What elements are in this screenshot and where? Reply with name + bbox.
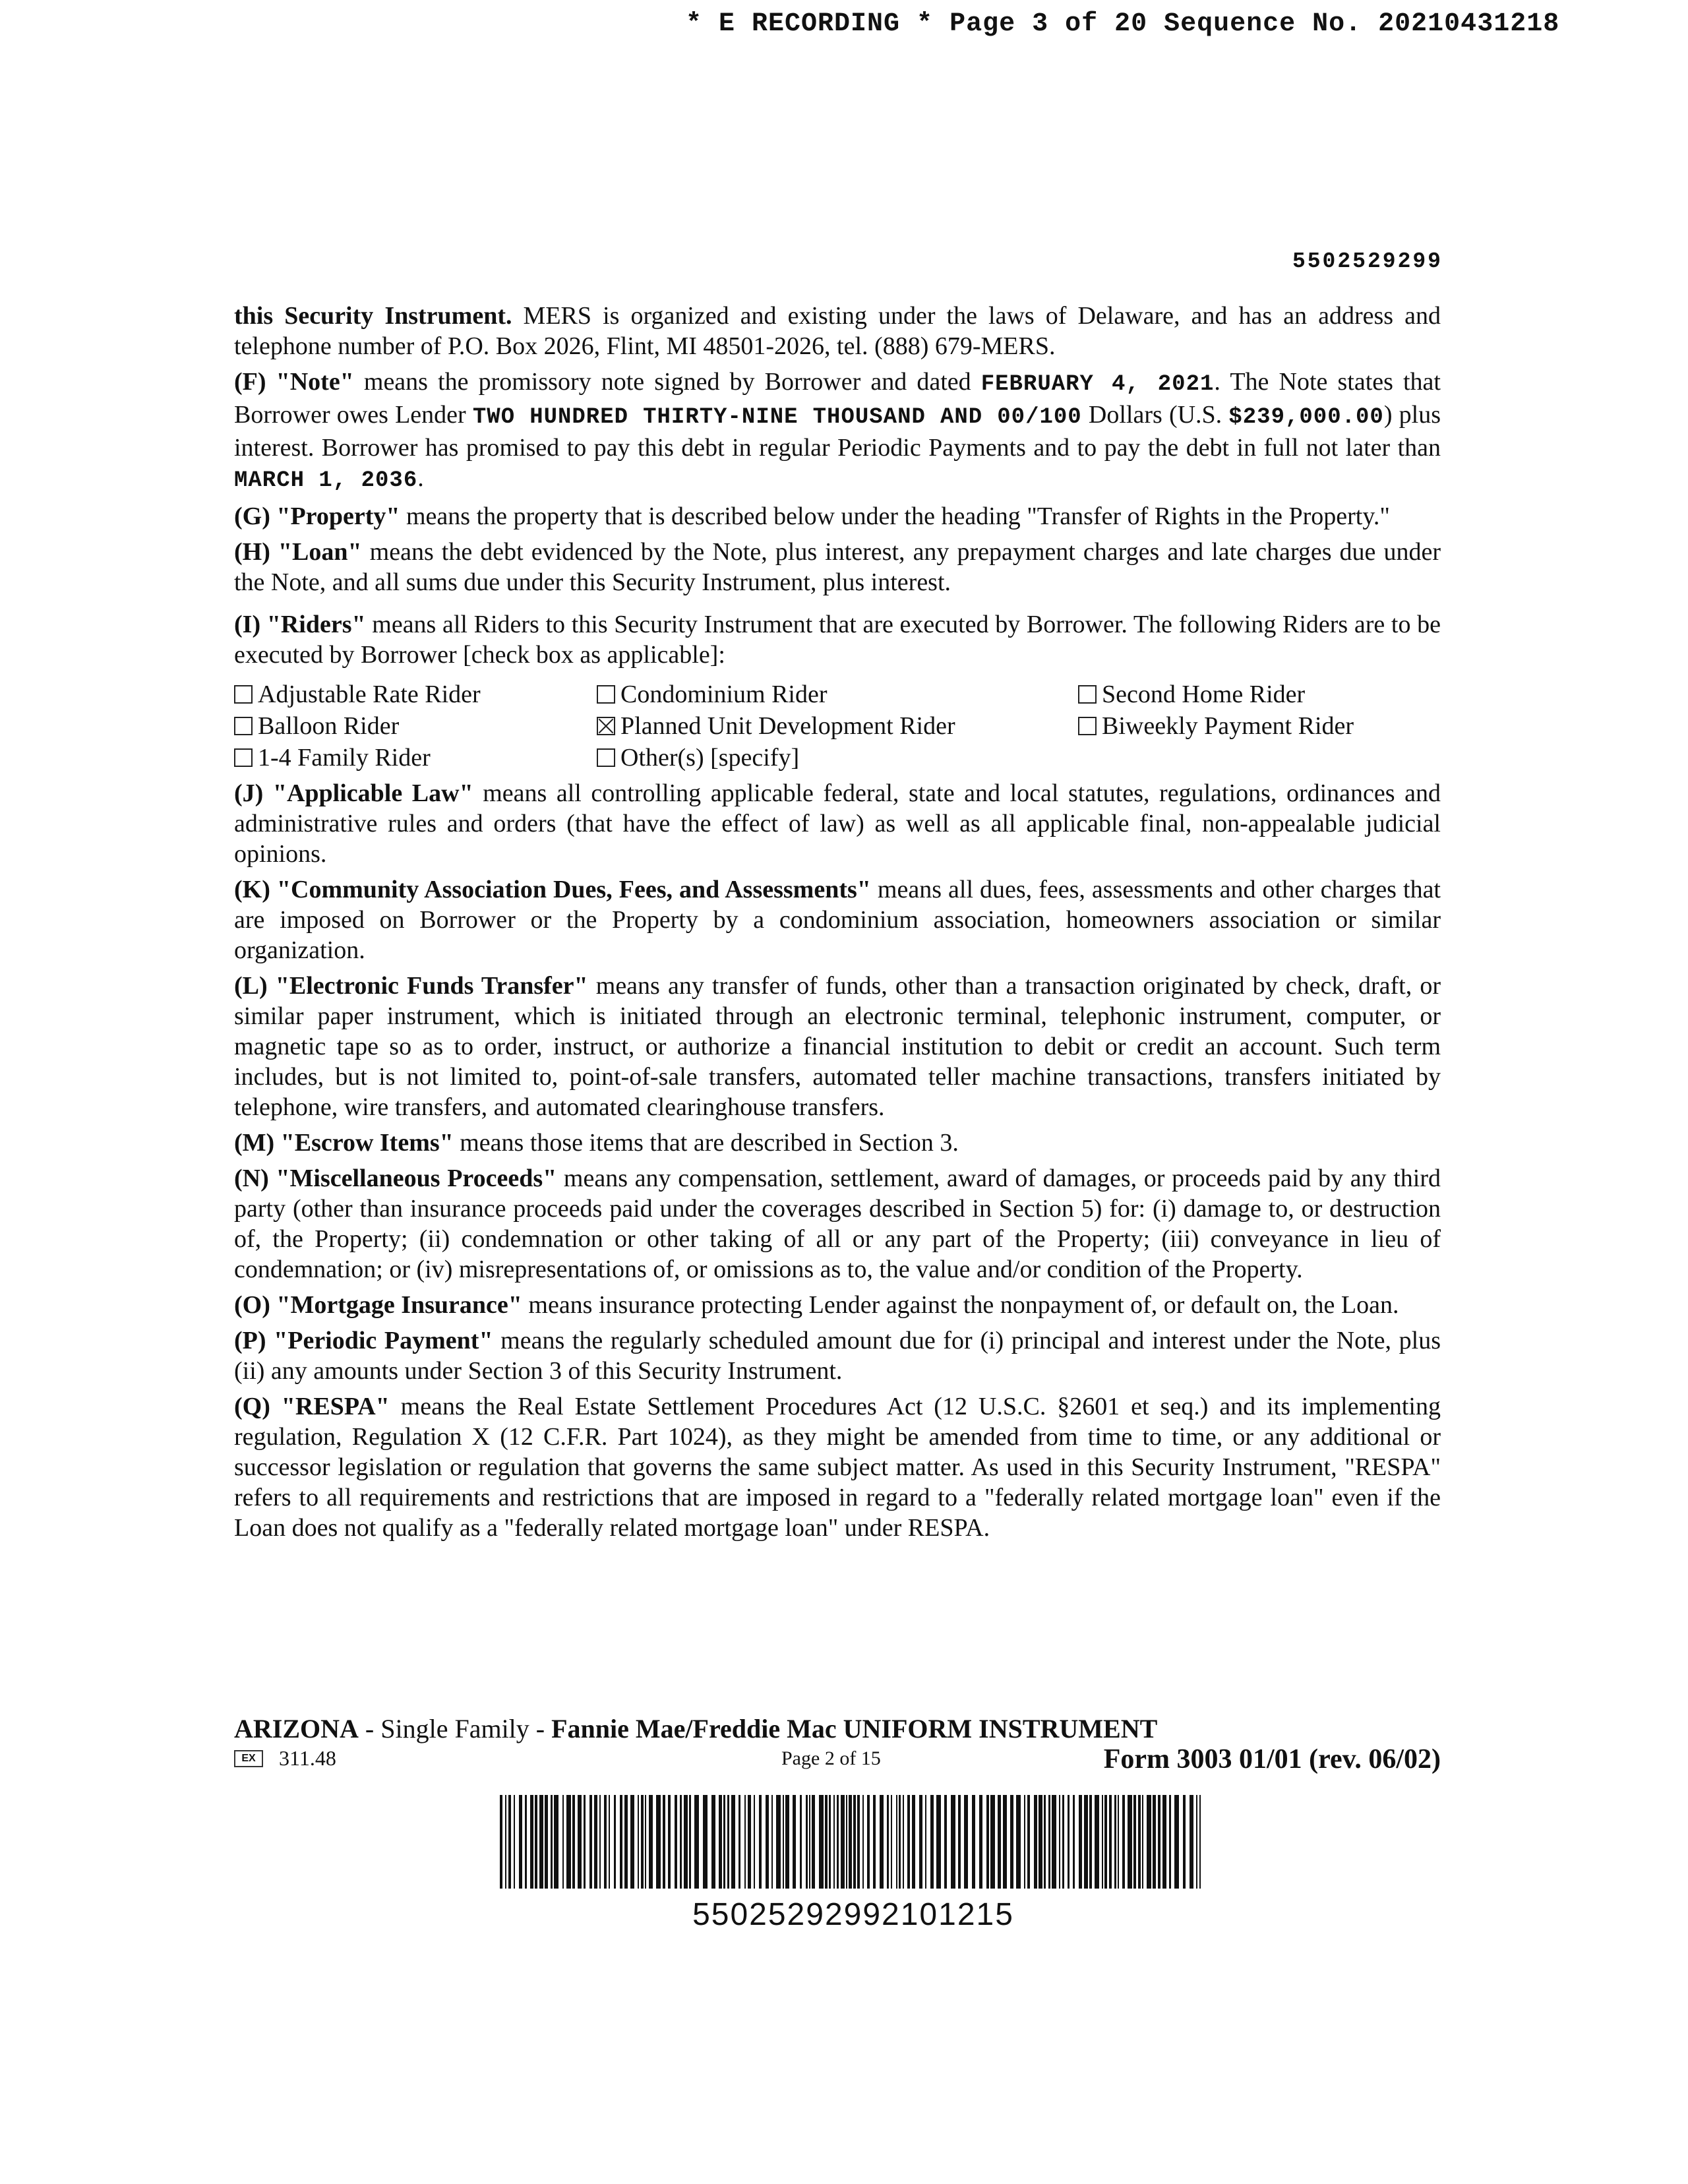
definition-label: (J) "Applicable Law" <box>234 779 473 807</box>
paragraph-p-periodic-payment <box>234 1325 1441 1386</box>
paragraph-g-property <box>234 501 1441 531</box>
definition-label: (Q) "RESPA" <box>234 1393 390 1420</box>
rider-label: Condominium Rider <box>620 681 828 708</box>
paragraph-intro <box>234 301 1441 361</box>
definition-text: means those items that are described in Section 3. <box>453 1129 959 1157</box>
paragraph-m-escrow-items <box>234 1128 1441 1158</box>
definition-text: means any compensation, settlement, award of damages, or proceeds paid by any third party (other than insurance proceeds paid under the coverages described in Section 5) for: (i) damage to, or destruction of, the Property; (ii) condemnation or other taking of all or any part of the Property; (iii) conveyance in lieu of condemnation; or (iv) misrepresentations of, or omissions as to, the value and/or condition of the Property. <box>234 1165 1441 1283</box>
rider-planned-unit-development <box>597 711 1078 741</box>
definition-label: (P) "Periodic Payment" <box>234 1327 493 1354</box>
intro-text: MERS is organized and existing under the laws of Delaware, and has an address and telephone number of P.O. Box 2026, Flint, MI 48501-2026, tel. (888) 679-MERS. <box>234 302 1441 360</box>
checkbox-icon[interactable] <box>597 748 615 767</box>
checkbox-icon[interactable] <box>597 685 615 704</box>
checkbox-icon[interactable] <box>1078 717 1097 735</box>
recording-header: * E RECORDING * Page 3 of 20 Sequence No. 20210431218 <box>686 9 1560 39</box>
document-body <box>234 301 1441 1548</box>
checked-checkbox-icon[interactable] <box>597 717 615 735</box>
definition-text: means all dues, fees, assessments and other charges that are imposed on Borrower or the Property by a condominium association, homeowners association or similar organization. <box>234 876 1441 964</box>
definition-label: (I) "Riders" <box>234 611 366 638</box>
definition-label: (M) "Escrow Items" <box>234 1129 454 1157</box>
definition-text: means the regularly scheduled amount due for (i) principal and interest under the Note, plus (ii) any amounts under Section 3 of this Security Instrument. <box>234 1327 1441 1385</box>
checkbox-icon[interactable] <box>1078 685 1097 704</box>
definition-text: means the promissory note signed by Borrower and dated <box>353 368 981 396</box>
paragraph-n-misc-proceeds <box>234 1163 1441 1285</box>
rider-label: 1-4 Family Rider <box>258 744 431 772</box>
definition-label: (O) "Mortgage Insurance" <box>234 1291 522 1319</box>
definition-text: means any transfer of funds, other than a transaction originated by check, draft, or similar paper instrument, which is initiated through an electronic terminal, telephonic instrument, computer, or magnetic tape so as to order, instruct, or authorize a financial institution to debit or credit an account. Such term includes, but is not limited to, point-of-sale transfers, automated teller machine transactions, transfers initiated by telephone, wire transfers, and automated clearinghouse transfers. <box>234 972 1441 1121</box>
loan-amount: $239,000.00 <box>1228 405 1384 430</box>
definition-label: (N) "Miscellaneous Proceeds" <box>234 1165 557 1192</box>
definition-label: (K) "Community Association Dues, Fees, and Assessments" <box>234 876 871 903</box>
note-date: FEBRUARY 4, 2021 <box>980 372 1215 397</box>
paragraph-i-riders <box>234 609 1441 670</box>
definition-text: means all Riders to this Security Instrument that are executed by Borrower. The following Riders are to be executed by Borrower [check box as applicable]: <box>234 611 1441 669</box>
rider-label: Second Home Rider <box>1102 681 1306 708</box>
rider-label: Biweekly Payment Rider <box>1102 712 1354 740</box>
definition-text: . The Note states that Borrower owes Lender <box>234 368 1441 429</box>
footer-instrument: Fannie Mae/Freddie Mac UNIFORM INSTRUMENT <box>551 1714 1158 1744</box>
form-number: Form 3003 01/01 (rev. 06/02) <box>1103 1744 1441 1774</box>
rider-other <box>597 743 1078 773</box>
definition-label: (G) "Property" <box>234 502 400 530</box>
riders-checklist <box>234 679 1441 773</box>
rider-label: Planned Unit Development Rider <box>620 712 955 740</box>
paragraph-f-note <box>234 367 1441 496</box>
definition-text: ) plus interest. Borrower has promised to pay this debt in regular Periodic Payments and to pay the debt in full not later than <box>234 401 1441 462</box>
footer-state: ARIZONA <box>234 1714 359 1744</box>
rider-balloon <box>234 711 597 741</box>
definition-text: means all controlling applicable federal, state and local statutes, regulations, ordinances and administrative rules and orders (that have the effect of law) as well as all applicable final, non-appealable judicial opinions. <box>234 779 1441 868</box>
rider-second-home <box>1078 679 1441 710</box>
checkbox-icon[interactable] <box>234 717 253 735</box>
rider-label: Other(s) [specify] <box>620 744 800 772</box>
loan-number: 5502529299 <box>1292 249 1443 274</box>
barcode-image <box>500 1795 1207 1889</box>
definition-text: means the debt evidenced by the Note, plus interest, any prepayment charges and late charges due under the Note, and all sums due under this Security Instrument, plus interest. <box>234 538 1441 596</box>
paragraph-q-respa <box>234 1391 1441 1543</box>
ex-logo-icon: EX <box>234 1750 263 1767</box>
paragraph-h-loan <box>234 537 1441 597</box>
footer-separator: - Single Family - <box>358 1714 552 1744</box>
definition-label: (F) "Note" <box>234 368 354 396</box>
definition-label: (L) "Electronic Funds Transfer" <box>234 972 588 1000</box>
rider-adjustable-rate <box>234 679 597 710</box>
paragraph-o-mortgage-insurance <box>234 1290 1441 1320</box>
page-number: Page 2 of 15 <box>781 1747 881 1769</box>
paragraph-l-electronic-funds <box>234 971 1441 1122</box>
amount-words: TWO HUNDRED THIRTY-NINE THOUSAND AND 00/100 <box>472 405 1082 430</box>
definition-text: Dollars (U.S. <box>1081 401 1229 429</box>
footer-line <box>234 1746 1441 1779</box>
definition-text: . <box>417 464 424 492</box>
barcode-number: 55025292992101215 <box>692 1897 1014 1932</box>
maturity-date: MARCH 1, 2036 <box>234 468 418 493</box>
rider-condominium <box>597 679 1078 710</box>
rider-biweekly-payment <box>1078 711 1441 741</box>
rider-label: Balloon Rider <box>258 712 400 740</box>
checkbox-icon[interactable] <box>234 685 253 704</box>
footer-code: 311.48 <box>279 1746 336 1770</box>
rider-1-4-family <box>234 743 597 773</box>
definition-text: means the Real Estate Settlement Procedures Act (12 U.S.C. §2601 et seq.) and its implementing regulation, Regulation X (12 C.F.R. Part 1024), as they might be amended from time to time, or any additional or successor legislation or regulation that governs the same subject matter. As used in this Security Instrument, "RESPA" refers to all requirements and restrictions that are imposed in regard to a "federally related mortgage loan" even if the Loan does not qualify as a "federally related mortgage loan" under RESPA. <box>234 1393 1441 1542</box>
definition-text: means the property that is described below under the heading "Transfer of Rights in the Property." <box>400 502 1390 530</box>
intro-lead: this Security Instrument. <box>234 302 512 330</box>
paragraph-k-community-association <box>234 874 1441 965</box>
rider-label: Adjustable Rate Rider <box>258 681 481 708</box>
definition-text: means insurance protecting Lender against the nonpayment of, or default on, the Loan. <box>522 1291 1399 1319</box>
paragraph-j-applicable-law <box>234 778 1441 869</box>
checkbox-icon[interactable] <box>234 748 253 767</box>
definition-label: (H) "Loan" <box>234 538 362 566</box>
footer-title <box>234 1713 1157 1744</box>
